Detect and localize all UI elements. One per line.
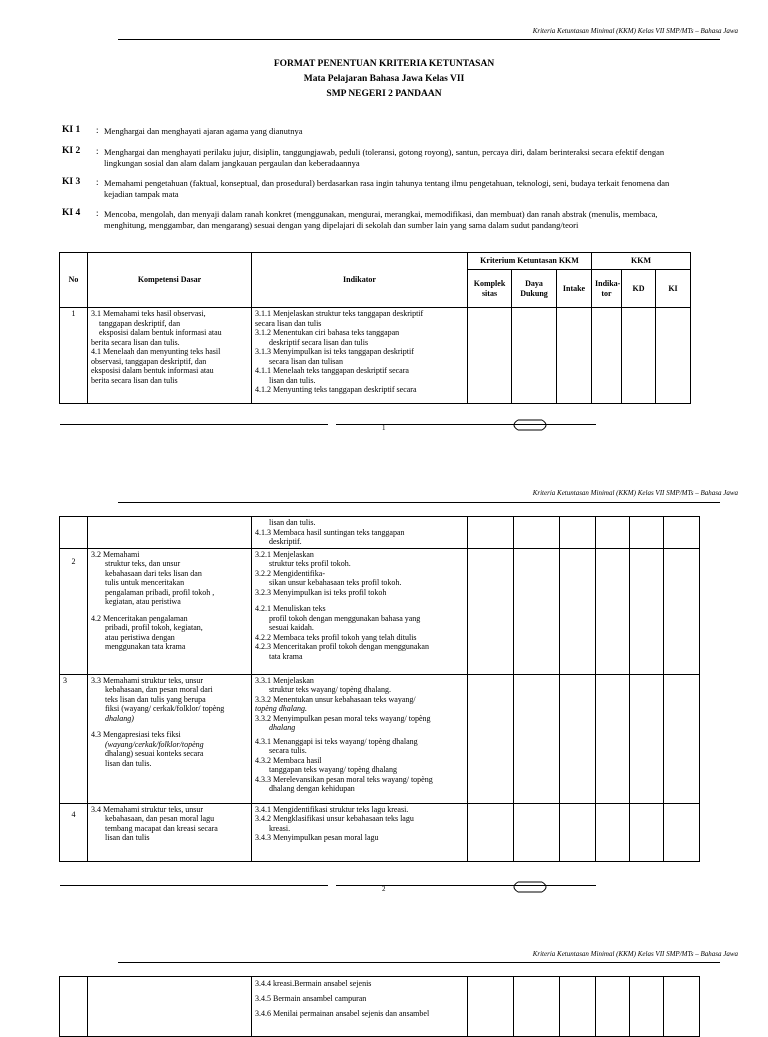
scroll-ornament-icon [508,418,552,432]
running-header: Kriteria Ketuntasan Minimal (KKM) Kelas VII SMP/MTs – Bahasa Jawa [532,950,738,958]
ki-code: KI 3 [62,177,81,187]
kkm-table-page2 [59,516,700,862]
ki-code: KI 2 [62,146,81,156]
school-name: SMP NEGERI 2 PANDAAN [326,89,442,99]
header-kd: KD [622,270,656,308]
doc-title: FORMAT PENENTUAN KRITERIA KETUNTASAN [273,59,495,69]
kd-cell: 3.4 Memahami struktur teks, unsur kebahasaan, dan pesan moral lagu tembang macapat dan kreasi secara lisan dan tulis [88,803,252,861]
ki-colon: : [96,146,99,156]
header-indikator-kkm: Indika- tor [592,270,622,308]
kkm-table-page3 [59,976,700,1037]
table-row [60,548,700,674]
table-row [60,674,700,803]
kd-cell: 3.3 Memahami struktur teks, unsur kebahasaan, dan pesan moral dari teks lisan dan tulis yang berupa fiksi (wayang/ cerkak/folklor/ topèng dhalang) 4.3 Mengapresiasi teks fiksi (wayang/cerkak/folklor/topèng dhalang) sesuai konteks secara lisan dan tulis. [88,674,252,803]
ki-text: Mencoba, mengolah, dan menyaji dalam ranah konkret (menggunakan, mengurai, merangkai, memodifikasi, dan membuat) dan ranah abstrak (menulis, membaca, menghitung, menggambar, dan mengarang) sesuai dengan yang dipelajari di sekolah dan sumber lain yang sama dalam sudut pandang/teori [104,209,658,230]
indikator-cell: 3.2.1 Menjelaskan struktur teks profil tokoh. 3.2.2 Mengidentifika- sikan unsur kebahasaan teks profil tokoh. 3.2.3 Menyimpulkan isi teks profil tokoh 4.2.1 Menuliskan teks profil tokoh dengan menggunakan bahasa yang sesuai kaidah. 4.2.2 Membaca teks profil tokoh yang telah ditulis 4.2.3 Menceritakan profil tokoh dengan menggunakan tata krama [252,548,468,674]
page-number: 1 [382,424,386,432]
indikator-cell: 3.4.1 Mengidentifikasi struktur teks lagu kreasi. 3.4.2 Mengklasifikasi unsur kebahasaan teks lagu kreasi. 3.4.3 Menyimpulkan pesan moral lagu [252,803,468,861]
ki-colon: : [96,125,99,135]
ki-colon: : [96,177,99,187]
header-rule [118,962,720,963]
kd-cell: 3.1 Memahami teks hasil observasi, tanggapan deskriptif, dan eksposisi dalam bentuk informasi atau berita secara lisan dan tulis. 4.1 Menelaah dan menyunting teks hasil observasi, tanggapan deskriptif, dan eksposisi dalam bentuk informasi atau berita secara lisan dan tulis [88,308,252,404]
header-rule [118,39,720,40]
row-number: 2 [60,548,88,674]
kkm-table-page1 [59,252,691,404]
ki-text: Menghargai dan menghayati ajaran agama yang dianutnya [104,126,303,136]
kd-cell: 3.2 Memahami struktur teks, dan unsur kebahasaan dari teks lisan dan tulis untuk menceritakan pengalaman pribadi, profil tokoh , kegiatan, atau peristiwa 4.2 Menceritakan pengalaman pribadi, profil tokoh, kegiatan, atau peristiwa dengan menggunakan tata krama [88,548,252,674]
indikator-cell: 3.1.1 Menjelaskan struktur teks tanggapan deskriptif secara lisan dan tulis 3.1.2 Menentukan ciri bahasa teks tanggapan deskriptif secara lisan dan tulis 3.1.3 Menyimpulkan isi teks tanggapan deskriptif secara lisan dan tulisan 4.1.1 Menelaah teks tanggapan deskriptif secara lisan dan tulis. 4.1.2 Menyunting teks tanggapan deskriptif secara [252,308,468,404]
header-kompleksitas: Komplek sitas [468,270,512,308]
header-ki: KI [656,270,691,308]
row-number: 4 [60,803,88,861]
running-header: Kriteria Ketuntasan Minimal (KKM) Kelas VII SMP/MTs – Bahasa Jawa [532,489,738,497]
header-intake: Intake [557,270,592,308]
table-row [60,308,691,404]
row-number: 1 [60,308,88,404]
indikator-cell: lisan dan tulis. 4.1.3 Membaca hasil suntingan teks tanggapan deskriptif. [252,517,468,549]
header-indikator: Indikator [252,253,468,308]
header-kriteria: Kriterium Ketuntasan KKM [468,253,592,270]
header-kkm: KKM [592,253,691,270]
page-number: 2 [382,885,386,893]
ki-code: KI 4 [62,208,81,218]
scroll-ornament-icon [508,880,552,894]
table-row [60,803,700,861]
ki-code: KI 1 [62,125,81,135]
ki-colon: : [96,208,99,218]
indikator-cell: 3.4.4 kreasi.Bermain ansabel sejenis 3.4.5 Bermain ansambel campuran 3.4.6 Menilai permainan ansabel sejenis dan ansambel [252,977,468,1037]
footer-rule [60,885,328,886]
header-kompetensi-dasar: Kompetensi Dasar [88,253,252,308]
footer-rule [336,885,596,886]
header-rule [118,502,720,503]
ki-text: Memahami pengetahuan (faktual, konseptual, dan prosedural) berdasarkan rasa ingin tahunya tentang ilmu pengetahuan, teknologi, seni, budaya terkait fenomena dan kejadian tampak mata [104,178,670,199]
row-number: 3 [60,674,88,803]
running-header: Kriteria Ketuntasan Minimal (KKM) Kelas VII SMP/MTs – Bahasa Jawa [532,27,738,35]
header-daya-dukung: Daya Dukung [512,270,557,308]
footer-rule [336,424,596,425]
doc-subtitle: Mata Pelajaran Bahasa Jawa Kelas VII [303,74,465,84]
footer-rule [60,424,328,425]
ki-text: Menghargai dan menghayati perilaku jujur, disiplin, tanggungjawab, peduli (toleransi, gotong royong), santun, percaya diri, dalam berinteraksi secara efektif dengan lingkungan sosial dan alam dalam jangkauan pergaulan dan keberadaannya [104,147,665,168]
table-row [60,977,700,1037]
header-no: No [60,253,88,308]
indikator-cell: 3.3.1 Menjelaskan struktur teks wayang/ topèng dhalang. 3.3.2 Menentukan unsur kebahasaan teks wayang/ topèng dhalang. 3.3.2 Menyimpulkan pesan moral teks wayang/ topèng dhalang 4.3.1 Menanggapi isi teks wayang/ topèng dhalang secara tulis. 4.3.2 Membaca hasil tanggapan teks wayang/ topèng dhalang 4.3.3 Merelevansikan pesan moral teks wayang/ topèng dhalang dengan kehidupan [252,674,468,803]
